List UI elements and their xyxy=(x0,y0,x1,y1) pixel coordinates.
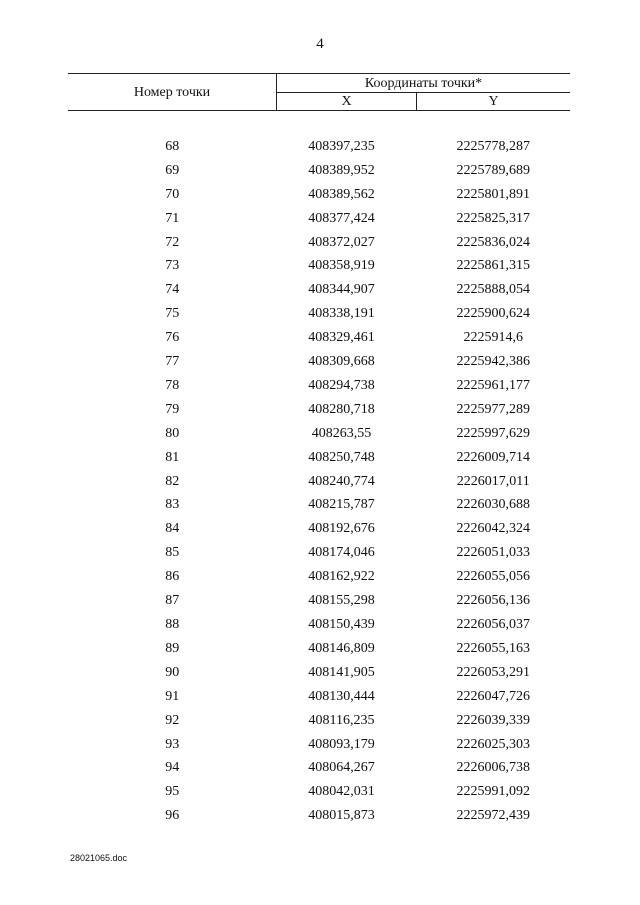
header-y: Y xyxy=(417,93,571,111)
x-coordinate-cell: 408344,907 xyxy=(308,282,375,298)
point-number-cell: 72 xyxy=(165,234,180,250)
table-row xyxy=(68,302,570,326)
y-coordinate-cell: 2225942,386 xyxy=(456,354,530,370)
y-coordinate-cell: 2225914,6 xyxy=(463,330,523,346)
point-number-cell: 73 xyxy=(165,258,180,274)
point-number-cell: 93 xyxy=(165,736,180,752)
table-row xyxy=(68,326,570,350)
point-number-cell: 87 xyxy=(165,593,180,609)
point-number-cell: 80 xyxy=(165,425,180,441)
point-number-cell: 83 xyxy=(165,497,180,513)
table-row xyxy=(68,446,570,470)
x-coordinate-cell: 408329,461 xyxy=(308,330,375,346)
y-coordinate-cell: 2225991,092 xyxy=(456,784,530,800)
y-coordinate-cell: 2225789,689 xyxy=(456,162,530,178)
y-coordinate-cell: 2226006,738 xyxy=(456,760,530,776)
table-row xyxy=(68,159,570,183)
table-row xyxy=(68,254,570,278)
x-coordinate-cell: 408215,787 xyxy=(308,497,375,513)
table-row xyxy=(68,470,570,494)
x-coordinate-cell: 408174,046 xyxy=(308,545,375,561)
y-coordinate-cell: 2226056,136 xyxy=(456,593,530,609)
table-row xyxy=(68,207,570,231)
y-coordinate-cell: 2225997,629 xyxy=(456,425,530,441)
header-x: X xyxy=(277,93,417,111)
x-coordinate-cell: 408116,235 xyxy=(308,712,375,728)
y-coordinate-cell: 2225825,317 xyxy=(456,210,530,226)
point-number-cell: 69 xyxy=(165,162,180,178)
x-coordinate-cell: 408377,424 xyxy=(308,210,375,226)
point-number-cell: 86 xyxy=(165,569,180,585)
x-coordinate-cell: 408093,179 xyxy=(308,736,375,752)
point-number-cell: 91 xyxy=(165,688,180,704)
y-coordinate-cell: 2226042,324 xyxy=(456,521,530,537)
point-number-cell: 94 xyxy=(165,760,180,776)
table-row xyxy=(68,685,570,709)
point-number-cell: 68 xyxy=(165,138,180,154)
y-coordinate-cell: 2226030,688 xyxy=(456,497,530,513)
point-number-cell: 96 xyxy=(165,808,180,824)
x-coordinate-cell: 408389,952 xyxy=(308,162,375,178)
y-coordinate-cell: 2225888,054 xyxy=(456,282,530,298)
table-row xyxy=(68,422,570,446)
point-number-cell: 76 xyxy=(165,330,180,346)
y-coordinate-cell: 2225972,439 xyxy=(456,808,530,824)
coordinates-table xyxy=(68,73,570,828)
table-header xyxy=(68,74,570,111)
point-number-cell: 84 xyxy=(165,521,180,537)
table-row xyxy=(68,709,570,733)
y-coordinate-cell: 2225977,289 xyxy=(456,401,530,417)
y-coordinate-cell: 2226025,303 xyxy=(456,736,530,752)
y-coordinate-cell: 2226009,714 xyxy=(456,449,530,465)
point-number-cell: 85 xyxy=(165,545,180,561)
table-row xyxy=(68,804,570,828)
x-coordinate-cell: 408240,774 xyxy=(308,473,375,489)
table-row xyxy=(68,589,570,613)
x-coordinate-cell: 408263,55 xyxy=(311,425,372,441)
x-coordinate-cell: 408130,444 xyxy=(308,688,375,704)
header-point-number: Номер точки xyxy=(68,74,277,111)
y-coordinate-cell: 2226039,339 xyxy=(456,712,530,728)
x-coordinate-cell: 408162,922 xyxy=(308,569,375,585)
y-coordinate-cell: 2225778,287 xyxy=(456,138,530,154)
x-coordinate-cell: 408155,298 xyxy=(308,593,375,609)
x-coordinate-cell: 408397,235 xyxy=(308,138,375,154)
point-number-cell: 74 xyxy=(165,282,180,298)
footer-file-name: 28021065.doc xyxy=(70,853,128,863)
table-row xyxy=(68,637,570,661)
table-row xyxy=(68,517,570,541)
point-number-cell: 75 xyxy=(165,306,180,322)
x-coordinate-cell: 408141,905 xyxy=(308,664,375,680)
point-number-cell: 90 xyxy=(165,664,180,680)
table-row xyxy=(68,350,570,374)
y-coordinate-cell: 2226017,011 xyxy=(456,473,530,489)
table-row xyxy=(68,565,570,589)
y-coordinate-cell: 2225836,024 xyxy=(456,234,530,250)
y-coordinate-cell: 2226053,291 xyxy=(456,664,530,680)
table-body xyxy=(68,111,570,829)
table-row xyxy=(68,541,570,565)
point-number-cell: 79 xyxy=(165,401,180,417)
point-number-cell: 70 xyxy=(165,186,180,202)
x-coordinate-cell: 408192,676 xyxy=(308,521,375,537)
table-row xyxy=(68,398,570,422)
x-coordinate-cell: 408042,031 xyxy=(308,784,375,800)
y-coordinate-cell: 2225900,624 xyxy=(456,306,530,322)
x-coordinate-cell: 408150,439 xyxy=(308,617,375,633)
table-row xyxy=(68,135,570,159)
x-coordinate-cell: 408250,748 xyxy=(308,449,375,465)
point-number-cell: 81 xyxy=(165,449,180,465)
point-number-cell: 89 xyxy=(165,640,180,656)
page-number: 4 xyxy=(316,36,324,52)
table-row xyxy=(68,613,570,637)
x-coordinate-cell: 408389,562 xyxy=(308,186,375,202)
y-coordinate-cell: 2225801,891 xyxy=(456,186,530,202)
table-row xyxy=(68,374,570,398)
point-number-cell: 78 xyxy=(165,377,180,393)
y-coordinate-cell: 2226055,163 xyxy=(456,640,530,656)
table-row xyxy=(68,493,570,517)
table-row xyxy=(68,733,570,757)
table-row xyxy=(68,183,570,207)
point-number-cell: 92 xyxy=(165,712,180,728)
y-coordinate-cell: 2225861,315 xyxy=(456,258,530,274)
y-coordinate-cell: 2225961,177 xyxy=(456,377,530,393)
point-number-cell: 88 xyxy=(165,617,180,633)
table-row xyxy=(68,278,570,302)
x-coordinate-cell: 408294,738 xyxy=(308,377,375,393)
y-coordinate-cell: 2226056,037 xyxy=(456,617,530,633)
table-row xyxy=(68,231,570,255)
x-coordinate-cell: 408146,809 xyxy=(308,640,375,656)
y-coordinate-cell: 2226055,056 xyxy=(456,569,530,585)
x-coordinate-cell: 408015,873 xyxy=(308,808,375,824)
y-coordinate-cell: 2226047,726 xyxy=(456,688,530,704)
x-coordinate-cell: 408064,267 xyxy=(308,760,375,776)
header-coordinates: Координаты точки* xyxy=(277,74,571,93)
point-number-cell: 77 xyxy=(165,354,180,370)
y-coordinate-cell: 2226051,033 xyxy=(456,545,530,561)
x-coordinate-cell: 408338,191 xyxy=(308,306,375,322)
table-row xyxy=(68,661,570,685)
x-coordinate-cell: 408358,919 xyxy=(308,258,375,274)
table-row xyxy=(68,756,570,780)
x-coordinate-cell: 408372,027 xyxy=(308,234,375,250)
x-coordinate-cell: 408280,718 xyxy=(308,401,375,417)
point-number-cell: 82 xyxy=(165,473,180,489)
point-number-cell: 71 xyxy=(165,210,180,226)
point-number-cell: 95 xyxy=(165,784,180,800)
table-row xyxy=(68,780,570,804)
x-coordinate-cell: 408309,668 xyxy=(308,354,375,370)
